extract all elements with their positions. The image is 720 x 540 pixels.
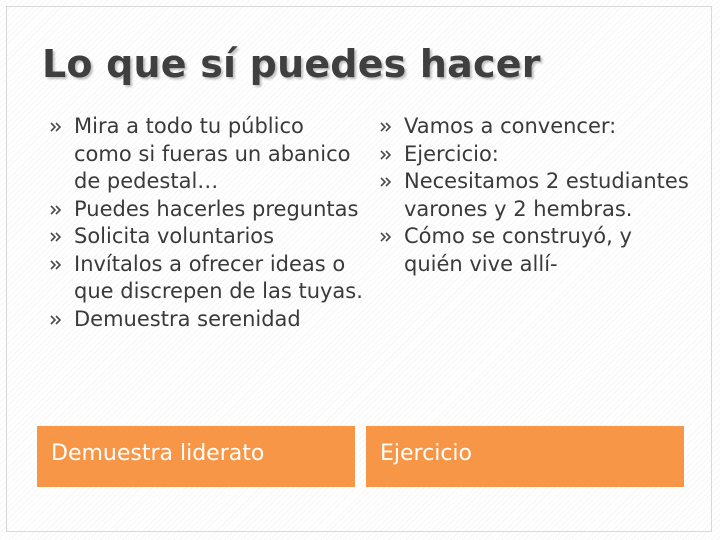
list-item-text: Vamos a convencer: [404,114,617,138]
list-item-text: Mira a todo tu público como si fueras un abanico de pedestal… [74,114,351,193]
list-item [46,196,364,224]
double-chevron-right-icon [50,223,64,250]
list-item [46,223,364,251]
list-item [46,113,364,196]
double-chevron-right-icon [50,196,64,223]
list-item-text: Puedes hacerles preguntas [74,196,359,221]
double-chevron-right-icon [380,141,394,168]
list-item [46,251,364,306]
list-item-text: Cómo se construyó, y quién vive allí- [404,224,632,276]
list-item-text: Solicita voluntarios [74,224,275,248]
left-callout-box: Demuestra liderato [37,426,355,487]
list-item [46,306,364,334]
double-chevron-right-icon [50,251,64,278]
list-item-text: Demuestra serenidad [74,306,301,331]
double-chevron-right-icon [380,113,394,140]
double-chevron-right-icon [50,306,64,333]
list-item [376,141,694,169]
double-chevron-right-icon [380,223,394,250]
list-item-text: Invítalos a ofrecer ideas o que discrepen de las tuyas. [74,251,363,303]
list-item [376,113,694,141]
slide-title: Lo que sí puedes hacer [42,42,541,86]
right-callout-box: Ejercicio [366,426,684,487]
double-chevron-right-icon [50,113,64,140]
double-chevron-right-icon [380,168,394,195]
list-item [376,223,694,278]
list-item-text: Ejercicio: [404,141,499,166]
list-item [376,168,694,223]
left-bullet-list [46,113,364,333]
list-item-text: Necesitamos 2 estudiantes varones y 2 hembras. [404,169,689,221]
right-bullet-list [376,113,694,278]
